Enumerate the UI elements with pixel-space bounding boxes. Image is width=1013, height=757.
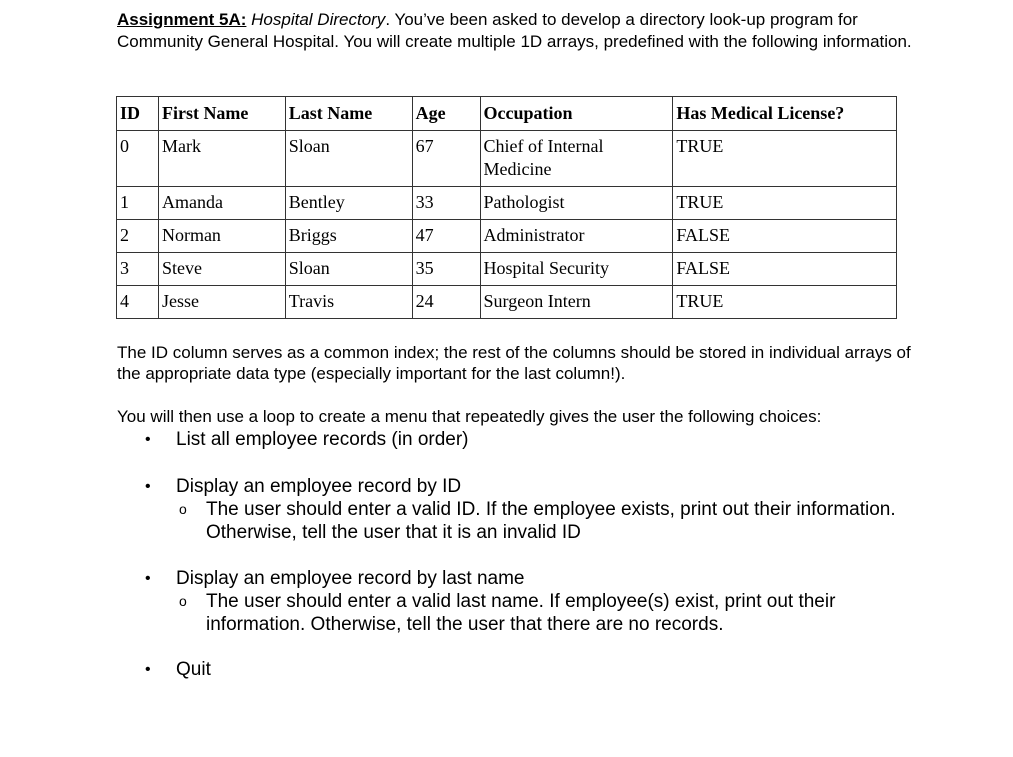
header-has-medical-license: Has Medical License? <box>673 97 897 131</box>
menu-choice-by-id: Display an employee record by ID <box>176 476 462 497</box>
table-row <box>117 220 897 253</box>
circle-bullet-icon: o <box>179 501 187 517</box>
cell-has-medical-license: FALSE <box>673 220 897 253</box>
header-id: ID <box>117 97 159 131</box>
cell-age: 33 <box>412 187 480 220</box>
table-row <box>117 253 897 286</box>
cell-has-medical-license: FALSE <box>673 253 897 286</box>
bullet-icon: • <box>145 570 151 587</box>
cell-has-medical-license: TRUE <box>673 131 897 187</box>
bullet-icon: • <box>145 431 151 448</box>
cell-first-name: Steve <box>158 253 285 286</box>
menu-intro-paragraph: You will then use a loop to create a menu that repeatedly gives the user the following choices: <box>117 407 822 426</box>
cell-has-medical-license: TRUE <box>673 286 897 319</box>
assignment-subtitle: Hospital Directory <box>251 10 386 29</box>
header-age: Age <box>412 97 480 131</box>
menu-choice-list-all: List all employee records (in order) <box>176 429 469 450</box>
cell-occupation: Chief of Internal Medicine <box>480 131 673 187</box>
cell-last-name: Bentley <box>285 187 412 220</box>
cell-first-name: Amanda <box>158 187 285 220</box>
cell-occupation: Hospital Security <box>480 253 673 286</box>
table-row <box>117 131 897 187</box>
header-first-name: First Name <box>158 97 285 131</box>
menu-choice-quit: Quit <box>176 659 211 680</box>
menu-choice-by-last-name: Display an employee record by last name <box>176 568 525 589</box>
cell-first-name: Norman <box>158 220 285 253</box>
cell-age: 47 <box>412 220 480 253</box>
cell-age: 24 <box>412 286 480 319</box>
cell-id: 0 <box>117 131 159 187</box>
cell-age: 35 <box>412 253 480 286</box>
cell-id: 4 <box>117 286 159 319</box>
cell-id: 2 <box>117 220 159 253</box>
index-note-paragraph: The ID column serves as a common index; the rest of the columns should be stored in individual arrays of the appropriate data type (especially important for the last column!). <box>117 343 911 383</box>
table-row <box>117 187 897 220</box>
cell-last-name: Sloan <box>285 131 412 187</box>
header-last-name: Last Name <box>285 97 412 131</box>
cell-occupation: Administrator <box>480 220 673 253</box>
cell-last-name: Sloan <box>285 253 412 286</box>
cell-first-name: Mark <box>158 131 285 187</box>
bullet-icon: • <box>145 478 151 495</box>
cell-id: 1 <box>117 187 159 220</box>
menu-choice-by-last-name-detail: The user should enter a valid last name. If employee(s) exist, print out their information. Otherwise, tell the user that there are no records. <box>206 591 836 635</box>
table-row <box>117 286 897 319</box>
cell-occupation: Surgeon Intern <box>480 286 673 319</box>
header-occupation: Occupation <box>480 97 673 131</box>
circle-bullet-icon: o <box>179 593 187 609</box>
table-header-row <box>117 97 897 131</box>
assignment-intro <box>117 9 917 52</box>
cell-first-name: Jesse <box>158 286 285 319</box>
cell-age: 67 <box>412 131 480 187</box>
assignment-label: Assignment 5A: <box>117 10 247 29</box>
assignment-description: . You’ve been asked to develop a directory look-up program for Community General Hospital. You will create multiple 1D arrays, predefined with the following information. <box>117 10 912 51</box>
directory-table <box>116 96 897 319</box>
cell-occupation: Pathologist <box>480 187 673 220</box>
cell-id: 3 <box>117 253 159 286</box>
menu-choice-by-id-detail: The user should enter a valid ID. If the employee exists, print out their information. Otherwise, tell the user that it is an invalid ID <box>206 499 896 543</box>
cell-last-name: Travis <box>285 286 412 319</box>
cell-last-name: Briggs <box>285 220 412 253</box>
cell-has-medical-license: TRUE <box>673 187 897 220</box>
bullet-icon: • <box>145 661 151 678</box>
